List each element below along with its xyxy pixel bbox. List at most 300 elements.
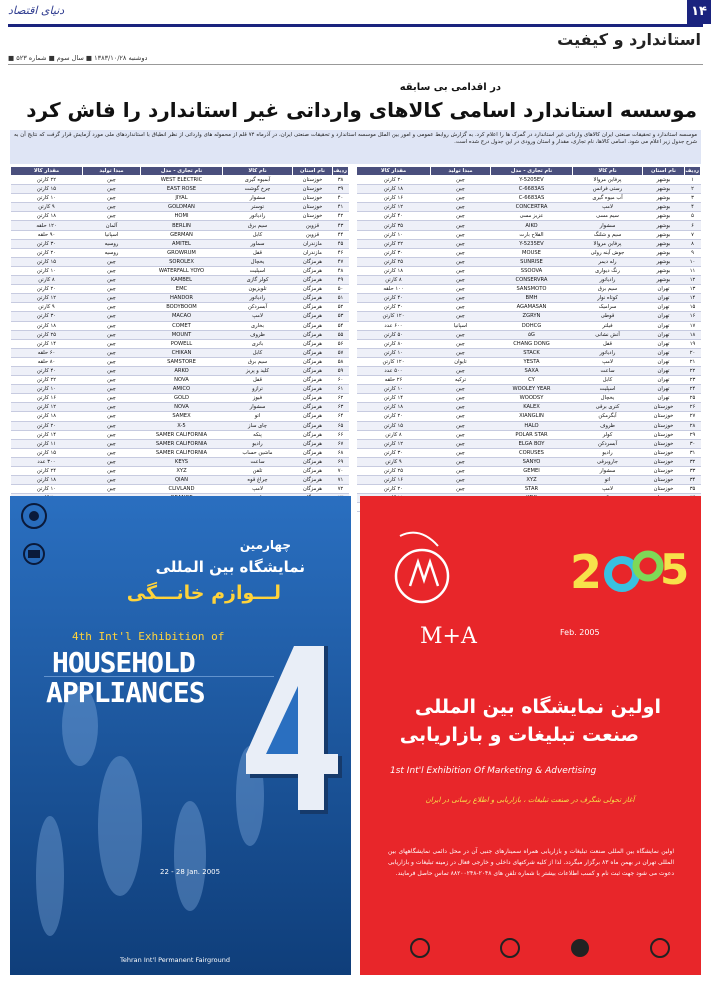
table-cell: Y-5205EV [491, 176, 573, 185]
table-cell: بوشهر [643, 257, 685, 266]
table-row [357, 330, 701, 339]
table-cell: ۵۳ [333, 312, 349, 321]
table-cell: چین [431, 467, 491, 476]
table-cell: کابل [223, 348, 293, 357]
household-ad-en-line3: APPLIANCES [46, 676, 205, 709]
table-cell: چین [83, 412, 141, 421]
table-cell: چین [431, 439, 491, 448]
table-row [357, 239, 701, 248]
table-row [11, 476, 349, 485]
table-cell: ۸ کارتن [11, 276, 83, 285]
table-cell: فیوز [223, 394, 293, 403]
table-row [357, 185, 701, 194]
table-cell: سشوار [573, 221, 643, 230]
table-cell: ۱۰ [685, 257, 701, 266]
table-cell: چین [83, 467, 141, 476]
table-cell: ۶۰۰ عدد [357, 321, 431, 330]
table-row [11, 439, 349, 448]
table-cell: چین [83, 348, 141, 357]
table-cell: MACAO [141, 312, 223, 321]
table-cell: ۳۰ کارتن [11, 239, 83, 248]
table-row [357, 348, 701, 357]
table-cell: ۲۱ [685, 357, 701, 366]
table-cell: چین [83, 203, 141, 212]
table-cell: ۲۷ [685, 412, 701, 421]
table-cell: هرمزگان [293, 485, 333, 494]
table-cell: ۸ کارتن [357, 430, 431, 439]
table-cell: ۱۸ کارتن [11, 476, 83, 485]
table-row [357, 266, 701, 275]
table-cell: ۸۰ کارتن [357, 339, 431, 348]
table-cell: هرمزگان [293, 385, 333, 394]
table-cell: ۱۶ کارتن [357, 194, 431, 203]
table-cell: تایوان [431, 357, 491, 366]
table-cell: ۴۳ [333, 221, 349, 230]
table-cell: ۷۲ [333, 485, 349, 494]
table-cell: رادیاتور [223, 212, 293, 221]
table-cell: چین [431, 212, 491, 221]
table-cell: سشوار [573, 467, 643, 476]
table-row [357, 221, 701, 230]
table-cell: تهران [643, 348, 685, 357]
column-header: نام استان [293, 167, 333, 176]
table-cell: چین [431, 412, 491, 421]
table-row [357, 376, 701, 385]
ma-fa-title1: اولین نمایشگاه بین المللی [414, 696, 661, 718]
table-cell: تهران [643, 321, 685, 330]
table-cell: هرمزگان [293, 266, 333, 275]
table-cell: سماور [223, 239, 293, 248]
table-cell: تهران [643, 394, 685, 403]
table-cell: چین [431, 394, 491, 403]
table-cell: اتو [223, 412, 293, 421]
table-cell: AMICO [141, 385, 223, 394]
table-cell: چین [83, 448, 141, 457]
page-number: ۱۴ [687, 0, 711, 24]
table-cell: چین [83, 257, 141, 266]
table-cell: سیم و شلنگ [573, 230, 643, 239]
table-cell: چراغ قوه [223, 476, 293, 485]
table-cell: چین [83, 366, 141, 375]
table-cell: EAST ROSE [141, 185, 223, 194]
table-cell: مازندران [293, 239, 333, 248]
table-cell: ۱۲۰ کارتن [357, 312, 431, 321]
table-cell: ۸۰ حلقه [11, 357, 83, 366]
table-cell: ۲۵ [685, 394, 701, 403]
table-row [357, 467, 701, 476]
table-cell: ۹ کارتن [357, 457, 431, 466]
table-cell: اتو [573, 476, 643, 485]
table-cell: ۳۰ کارتن [357, 248, 431, 257]
table-cell: SAMER CALIFORNIA [141, 439, 223, 448]
table-cell: GROWRUM [141, 248, 223, 257]
table-cell: چین [83, 394, 141, 403]
table-cell: AIKO [491, 221, 573, 230]
table-row [357, 430, 701, 439]
table-cell: خوزستان [643, 412, 685, 421]
table-cell: X-5 [141, 421, 223, 430]
table-cell: هرمزگان [293, 339, 333, 348]
table-cell: ۱۱ کارتن [11, 439, 83, 448]
table-cell: ۱۰ کارتن [11, 385, 83, 394]
table-cell: چین [83, 385, 141, 394]
table-cell: چین [83, 421, 141, 430]
table-cell: ۶۰ حلقه [11, 348, 83, 357]
table-cell: چین [431, 221, 491, 230]
table-cell: چین [83, 212, 141, 221]
table-cell: ۱۸ کارتن [11, 321, 83, 330]
table-cell: SAMSTORE [141, 357, 223, 366]
table-cell: بوشهر [643, 203, 685, 212]
table-cell: ۲۶ حلقه [357, 376, 431, 385]
table-cell: آب میوه گیری [573, 194, 643, 203]
table-cell: ۳۱ [685, 448, 701, 457]
table-cell: کابل [223, 230, 293, 239]
table-cell: ۲ [685, 185, 701, 194]
table-row [357, 321, 701, 330]
table-row [357, 303, 701, 312]
table-cell: ۶۰ [333, 376, 349, 385]
table-cell: ۵۶ [333, 339, 349, 348]
table-row [357, 403, 701, 412]
table-row [11, 230, 349, 239]
table-cell: HALO [491, 421, 573, 430]
table-cell: چین [431, 230, 491, 239]
table-cell: ۱۲ کارتن [11, 294, 83, 303]
table-cell: ۸ [685, 239, 701, 248]
table-cell: XYZ [491, 476, 573, 485]
table-cell: STACK [491, 348, 573, 357]
table-row [357, 230, 701, 239]
table-cell: WATERFALL YOYO [141, 266, 223, 275]
ma-body-text: اولین نمایشگاه بین المللی صنعت تبلیغات و بازاریابی همراه سمینارهای جنبی آن در محل دائمی نمایشگاههای بین المللی تهران در بهمن ماه ۸۳ برگزار میگردد. لذا از کلیه شرکتهای داخلی و خارجی فعال در زمینه تبلیغات و بازاریابی دعوت می شود جهت ثبت نام و کسب اطلاعات بیشتر با شماره تلفن های ۲۰۴۸-۸۸۲۰۰۲۴۸ تماس حاصل فرمایند. [388, 848, 674, 877]
table-cell: چین [431, 248, 491, 257]
table-cell: کلید و پریز [223, 366, 293, 375]
table-cell: ۲۴ [685, 385, 701, 394]
table-cell: STAR [491, 485, 573, 494]
table-cell: ۲۰ کارتن [357, 485, 431, 494]
table-cell: ۵۲ [333, 303, 349, 312]
table-cell: سشوار [223, 403, 293, 412]
table-cell: چین [431, 303, 491, 312]
table-cell: چین [83, 330, 141, 339]
table-cell: ۳۵ کارتن [357, 221, 431, 230]
table-cell: COMET [141, 321, 223, 330]
column-header: نام تجاری - مدل [491, 167, 573, 176]
column-header: نام کالا [573, 167, 643, 176]
table-cell: AGAMASAN [491, 303, 573, 312]
table-cell: SANSMOTO [491, 285, 573, 294]
newspaper-logo: دنیای اقتصاد [8, 4, 65, 17]
table-cell: ۱۰ کارتن [357, 385, 431, 394]
table-cell: ۴۹ [333, 276, 349, 285]
table-cell: خوزستان [643, 403, 685, 412]
table-cell: لامپ [223, 485, 293, 494]
table-cell: اسپلیت [573, 385, 643, 394]
table-cell: ۱۹ [685, 339, 701, 348]
table-cell: چین [431, 366, 491, 375]
table-cell: ۶۲ [333, 394, 349, 403]
table-cell: CHANG DONG [491, 339, 573, 348]
ma-fa-tagline: آغاز تحولی شگرف در صنعت تبلیغات ، بازاریابی و اطلاع رسانی در ایران [425, 796, 635, 804]
table-cell: تلویزیون [223, 285, 293, 294]
table-cell: ۶۹ [333, 457, 349, 466]
table-cell: آبمیوه گیری [223, 176, 293, 185]
household-ad-en-line1: 4th Int'l Exhibition of [72, 630, 225, 643]
table-cell: چین [431, 312, 491, 321]
table-cell: خوزستان [643, 421, 685, 430]
table-cell: ۵۱ [333, 294, 349, 303]
table-row [357, 385, 701, 394]
table-cell: تهران [643, 285, 685, 294]
table-cell: GOLDMAN [141, 203, 223, 212]
table-cell: ۴۰ [333, 194, 349, 203]
table-cell: چین [431, 330, 491, 339]
table-cell: پنکه [223, 430, 293, 439]
table-row [357, 448, 701, 457]
table-cell: یخچال [573, 394, 643, 403]
table-row [11, 376, 349, 385]
table-cell: بوشهر [643, 194, 685, 203]
table-cell: WEST ELECTRIC [141, 176, 223, 185]
table-cell: ۱۸ کارتن [11, 212, 83, 221]
table-cell: ترازو [223, 385, 293, 394]
table-cell: خوزستان [643, 457, 685, 466]
table-cell: پرفاین مروالا [573, 176, 643, 185]
table-cell: ۱۲۰ کارتن [357, 357, 431, 366]
table-cell: بوشهر [643, 266, 685, 275]
table-cell: چین [431, 194, 491, 203]
table-cell: بوشهر [643, 212, 685, 221]
column-header: نام تجاری - مدل [141, 167, 223, 176]
table-cell: CONCERTRA [491, 203, 573, 212]
table-cell: چین [83, 339, 141, 348]
table-cell: توستر [223, 203, 293, 212]
article-headline: موسسه استاندارد اسامی کالاهای وارداتی غیر استاندارد را فاش کرد [26, 98, 697, 122]
section-title: استاندارد و کیفیت [557, 30, 701, 49]
table-cell: GEMEI [491, 467, 573, 476]
table-row [11, 257, 349, 266]
table-cell: الفلاح بارت [491, 230, 573, 239]
table-cell: EMC [141, 285, 223, 294]
table-row [11, 430, 349, 439]
article-kicker: در اقدامی بی سابقه [399, 82, 501, 93]
table-cell: خوزستان [293, 176, 333, 185]
table-cell: CHIKAN [141, 348, 223, 357]
table-cell: SOROLEX [141, 257, 223, 266]
table-cell: ۱۴ کارتن [11, 430, 83, 439]
table-cell: چین [83, 285, 141, 294]
table-cell: ۱۳ [685, 285, 701, 294]
table-cell: XIANGLIN [491, 412, 573, 421]
table-cell: ۱۶ [685, 312, 701, 321]
table-row [11, 176, 349, 185]
table-cell: چین [431, 203, 491, 212]
table-cell: ۱۵ کارتن [11, 448, 83, 457]
table-cell: SUNRISE [491, 257, 573, 266]
table-cell: آبسردکن [223, 303, 293, 312]
table-cell: کوتاه نوار [573, 294, 643, 303]
table-cell: BMH [491, 294, 573, 303]
table-cell: بوشهر [643, 239, 685, 248]
table-cell: اسپلیت [223, 266, 293, 275]
table-cell: آبسردکن [573, 439, 643, 448]
table-cell: چین [83, 303, 141, 312]
table-cell: چین [83, 430, 141, 439]
table-cell: رله دیمر [573, 257, 643, 266]
table-cell: ۱۰ کارتن [357, 348, 431, 357]
table-cell: تهران [643, 339, 685, 348]
table-cell: جوش آینه رولی [573, 248, 643, 257]
table-cell: ترکیه [431, 376, 491, 385]
table-row [11, 330, 349, 339]
table-cell: ۲۵ کارتن [357, 467, 431, 476]
table-cell: ۶۷ [333, 439, 349, 448]
table-cell: چین [431, 257, 491, 266]
table-cell: بوشهر [643, 230, 685, 239]
table-cell: CONSERVRA [491, 276, 573, 285]
table-cell: SSOOVA [491, 266, 573, 275]
table-row [357, 257, 701, 266]
table-cell: چرخ گوشت [223, 185, 293, 194]
table-cell: ۱۸ کارتن [357, 403, 431, 412]
table-cell: هرمزگان [293, 330, 333, 339]
table-cell: ۱۴ کارتن [11, 339, 83, 348]
table-cell: ۸ کارتن [357, 276, 431, 285]
table-cell: ۵۴ [333, 321, 349, 330]
table-cell: چین [83, 457, 141, 466]
table-row [11, 303, 349, 312]
table-cell: سرامیک [573, 303, 643, 312]
table-cell: چین [431, 348, 491, 357]
table-cell: هرمزگان [293, 285, 333, 294]
table-row [357, 339, 701, 348]
table-row [11, 294, 349, 303]
table-row [11, 385, 349, 394]
table-cell: هرمزگان [293, 394, 333, 403]
table-cell: هرمزگان [293, 476, 333, 485]
table-cell: بوشهر [643, 185, 685, 194]
table-row [357, 476, 701, 485]
table-cell: ۳۰ کارتن [357, 448, 431, 457]
table-cell: چین [431, 339, 491, 348]
table-cell: ۲۰ [685, 348, 701, 357]
table-cell: ماشین حساب [223, 448, 293, 457]
table-header-row [11, 167, 349, 176]
table-cell: چین [431, 176, 491, 185]
table-cell: XYZ [141, 467, 223, 476]
table-cell: ۳ [685, 194, 701, 203]
table-cell: DOHCG [491, 321, 573, 330]
table-cell: CORUSES [491, 448, 573, 457]
table-cell: هرمزگان [293, 467, 333, 476]
table-row [11, 366, 349, 375]
table-cell: تهران [643, 312, 685, 321]
table-cell: ۲۰ کارتن [11, 285, 83, 294]
table-cell: تهران [643, 385, 685, 394]
table-cell: AMITEL [141, 239, 223, 248]
table-cell: YESTA [491, 357, 573, 366]
table-cell: ۱۲ کارتن [11, 403, 83, 412]
table-cell: SAMER CALIFORNIA [141, 430, 223, 439]
table-cell: ۱۵ [685, 303, 701, 312]
table-row [357, 294, 701, 303]
table-cell: چین [83, 312, 141, 321]
table-cell: ۲۰ کارتن [11, 248, 83, 257]
table-cell: ۵۰ کارتن [357, 330, 431, 339]
table-cell: لامپ [223, 312, 293, 321]
table-cell: POLAR STAR [491, 430, 573, 439]
table-row [357, 394, 701, 403]
table-cell: ۴۰ کارتن [357, 294, 431, 303]
table-cell: HANDOR [141, 294, 223, 303]
table-cell: بخاری [223, 321, 293, 330]
household-appliances-ad [10, 496, 351, 975]
table-cell: ۱۸ کارتن [11, 412, 83, 421]
table-cell: چین [83, 476, 141, 485]
table-row [11, 312, 349, 321]
table-cell: هرمزگان [293, 366, 333, 375]
table-cell: ۱۷ [685, 321, 701, 330]
table-cell: قفل [223, 248, 293, 257]
table-cell: ۷۱ [333, 476, 349, 485]
table-cell: عزیز مسی [491, 212, 573, 221]
column-header: مقدار کالا [11, 167, 83, 176]
table-cell: هرمزگان [293, 430, 333, 439]
ma-logo-text: M+A [420, 624, 477, 649]
table-cell: ۷ [685, 230, 701, 239]
article-lead: موسسه استاندارد و تحقیقات صنعتی ایران کالاهای وارداتی غیر استاندارد در گمرک ها را اعلام کرد. به گزارش روابط عمومی و امور بین الملل موسسه استاندارد و تحقیقات صنعتی ایران، در آذرماه ۷۴ قلم از محموله های وارداتی از نظر انطباق با استانداردهای ملی مورد آزمایش قرار گرفت که نتایج آن به شرح جدول زیر اعلام می شود. اسامی کالاها، نام تجاری، مقدار و استان ورودی در این جدول درج شده است. [10, 130, 701, 164]
table-cell: ۹ کارتن [11, 303, 83, 312]
table-cell: هرمزگان [293, 321, 333, 330]
table-cell: ۹ [685, 248, 701, 257]
table-cell: ۶ [685, 221, 701, 230]
table-row [357, 457, 701, 466]
table-cell: ۳۰ [685, 439, 701, 448]
table-header-row [357, 167, 701, 176]
table-cell: لامپ [573, 357, 643, 366]
table-cell: ۵۸ [333, 357, 349, 366]
table-cell: ۲۰ کارتن [357, 176, 431, 185]
table-cell: هرمزگان [293, 412, 333, 421]
table-cell: قفل [223, 376, 293, 385]
table-row [11, 194, 349, 203]
table-cell: سشوار [223, 194, 293, 203]
table-cell: ظروف [223, 330, 293, 339]
table-cell: QIAN [141, 476, 223, 485]
table-cell: ساعت [573, 366, 643, 375]
table-row [11, 266, 349, 275]
table-row [357, 212, 701, 221]
page-header [0, 0, 711, 66]
ma-date: Feb. 2005 [560, 628, 600, 637]
table-cell: ۱۲ کارتن [357, 203, 431, 212]
household-ad-venue: Tehran Int'l Permanent Fairground [120, 956, 230, 964]
table-cell: چین [83, 276, 141, 285]
table-cell: SAMEX [141, 412, 223, 421]
table-cell: رادیو [223, 439, 293, 448]
table-cell: ۱۴ کارتن [357, 394, 431, 403]
table-cell: ۴۱ [333, 203, 349, 212]
table-cell: جاروبرقی [573, 457, 643, 466]
svg-text:2: 2 [570, 545, 603, 599]
table-cell: CY [491, 376, 573, 385]
table-cell: ۱۸ [685, 330, 701, 339]
table-cell: هرمزگان [293, 257, 333, 266]
table-cell: کولر [573, 430, 643, 439]
table-cell: ۲۵ کارتن [11, 330, 83, 339]
table-row [11, 185, 349, 194]
